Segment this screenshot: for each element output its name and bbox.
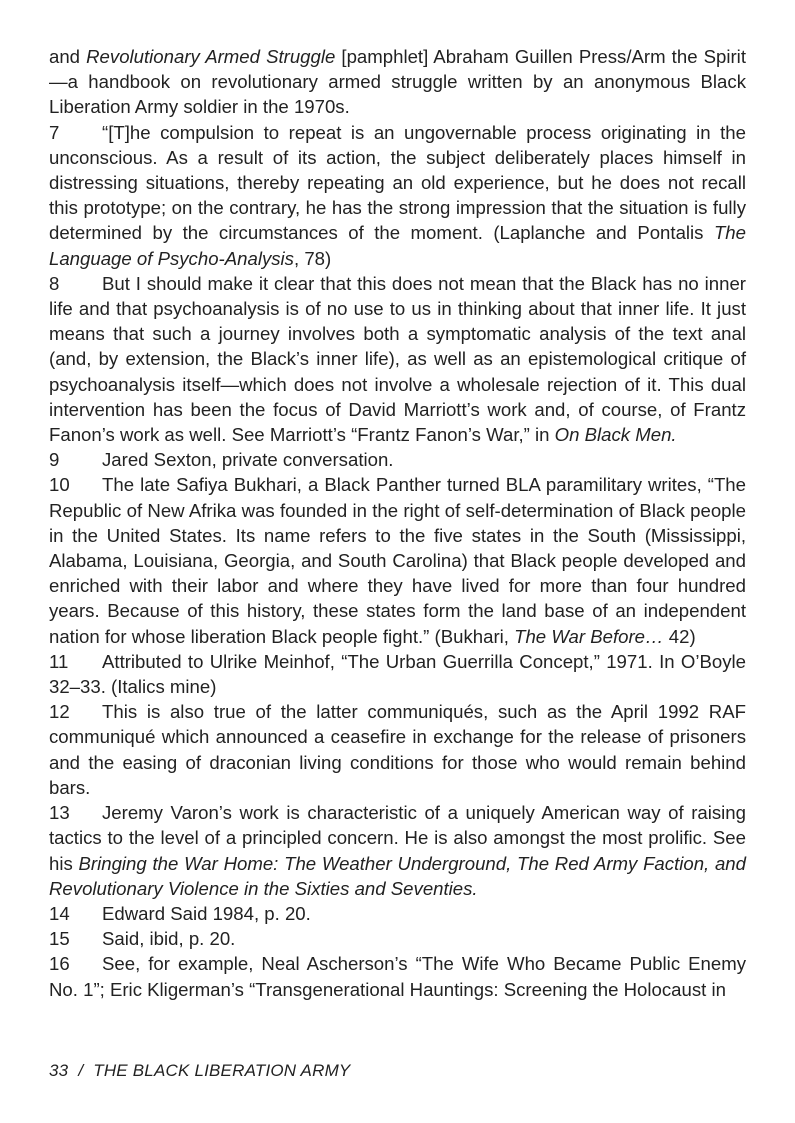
endnotes-body: [49, 44, 746, 1002]
endnote-13: [49, 800, 746, 901]
endnote-text: The late Safiya Bukhari, a Black Panther turned BLA paramilitary writes, “The Republic of New Afrika was founded in the right of self-determination of Black people in the United States. Its name refers to the five states in the South (Mississippi, Alabama, Louisiana, Georgia, and South Carolina) that Black people developed and enriched with their labor and where they have lived for more than four hundred years. Because of this history, these states form the land base of an independent nation for whose liberation Black people fight.” (Bukhari, The War Before… 42): [49, 474, 746, 647]
endnote-number: 8: [49, 272, 60, 294]
endnote-text: “[T]he compulsion to repeat is an ungovernable process originating in the unconscious. As a result of its action, the subject deliberately places himself in distressing situations, thereby repeating an old experience, but he does not recall this prototype; on the contrary, he has the strong impression that the situation is fully determined by the circumstances of the moment. (Laplanche and Pontalis The Language of Psycho-Analysis, 78): [49, 121, 746, 269]
endnote-8: [49, 271, 746, 447]
endnote-7: [49, 120, 746, 271]
endnote-number: 15: [49, 928, 70, 950]
endnote-number: 14: [49, 902, 70, 924]
endnote-text: See, for example, Neal Ascherson’s “The Wife Who Became Public Enemy No. 1”; Eric Kligerman’s “Transgenerational Hauntings: Screening the Holocaust in: [49, 953, 746, 1000]
endnote-continuation: [49, 44, 746, 120]
endnote-text: But I should make it clear that this does not mean that the Black has no inner life and that psychoanalysis is of no use to us in thinking about that inner life. It just means that such a journey involves both a symptomatic analysis of the text anal (and, by extension, the Black’s inner life), as well as an epistemological critique of psychoanalysis itself—which does not involve a wholesale rejection of it. This dual intervention has been the focus of David Marriott’s work and, of course, of Frantz Fanon’s work as well. See Marriott’s “Frantz Fanon’s War,” in On Black Men.: [49, 272, 746, 446]
endnote-text: Jeremy Varon’s work is characteristic of a uniquely American way of raising tactics to the level of a principled concern. He is also amongst the most prolific. See his Bringing the War Home: The Weather Underground, The Red Army Faction, and Revolutionary Violence in the Sixties and Seventies.: [49, 802, 746, 899]
endnote-number: 11: [49, 650, 69, 672]
endnote-text: This is also true of the latter communiqués, such as the April 1992 RAF communiqué which announced a ceasefire in exchange for the release of prisoners and the easing of draconian living conditions for those who would remain behind bars.: [49, 701, 746, 798]
endnote-number: 12: [49, 701, 70, 723]
page-footer: [49, 1061, 350, 1081]
endnote-text: Attributed to Ulrike Meinhof, “The Urban Guerrilla Concept,” 1971. In O’Boyle 32–33. (Italics mine): [49, 650, 746, 698]
endnote-number: 9: [49, 449, 60, 471]
endnote-9: [49, 447, 746, 472]
endnote-12: [49, 699, 746, 800]
endnote-text: and Revolutionary Armed Struggle [pamphlet] Abraham Guillen Press/Arm the Spirit—a handbook on revolutionary armed struggle written by an anonymous Black Liberation Army soldier in the 1970s.: [49, 46, 746, 118]
endnote-number: 16: [49, 953, 70, 975]
running-title: THE BLACK LIBERATION ARMY: [93, 1061, 351, 1080]
endnote-number: 7: [49, 121, 60, 143]
endnote-text: Jared Sexton, private conversation.: [102, 449, 394, 471]
endnote-text: Said, ibid, p. 20.: [102, 928, 236, 950]
page-number: 33: [49, 1061, 69, 1080]
endnote-10: [49, 472, 746, 648]
endnote-number: 13: [49, 802, 70, 824]
endnote-14: [49, 901, 746, 926]
endnote-text: Edward Said 1984, p. 20.: [102, 902, 311, 924]
endnote-11: [49, 649, 746, 699]
footer-separator: /: [78, 1061, 84, 1080]
endnote-number: 10: [49, 474, 70, 496]
endnote-16: [49, 951, 746, 1001]
endnote-15: [49, 926, 746, 951]
